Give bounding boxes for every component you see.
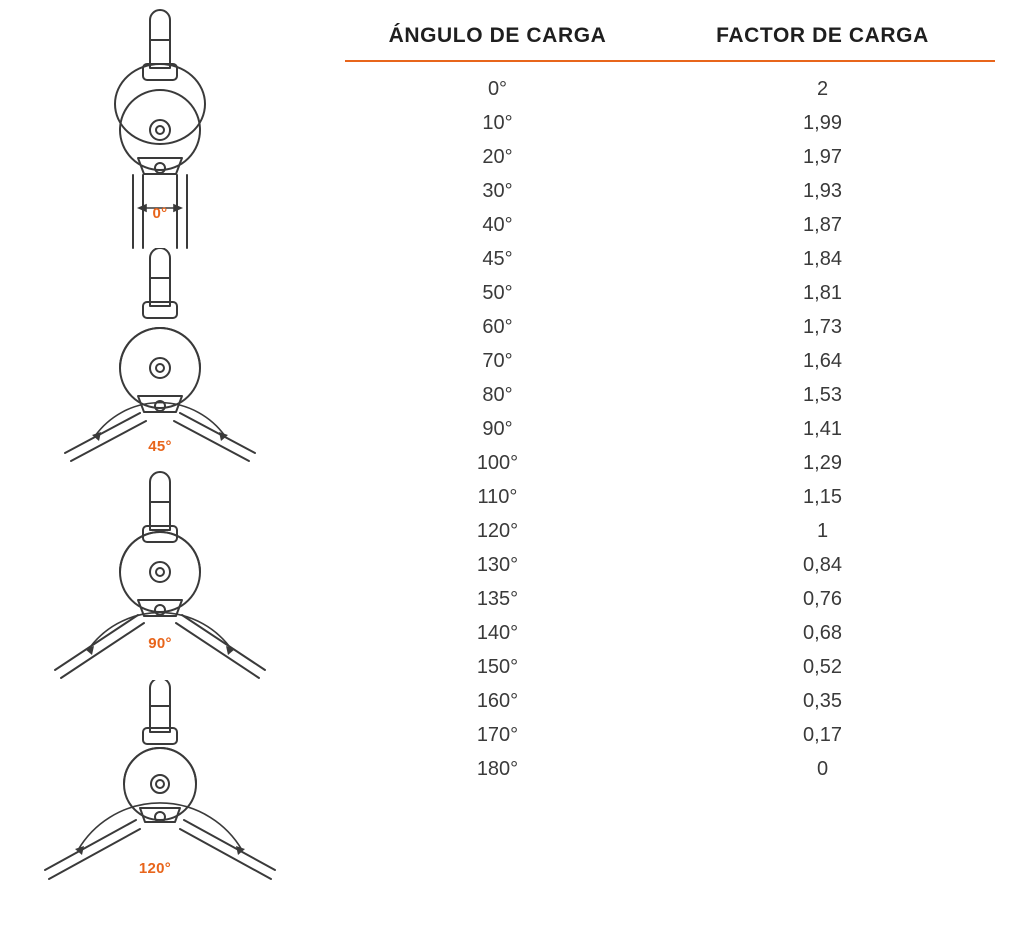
table-row	[345, 446, 995, 480]
cell-factor: 1,81	[803, 281, 842, 304]
table-row	[345, 208, 995, 242]
table-row	[345, 514, 995, 548]
header-divider	[345, 60, 995, 62]
cell-factor: 0,68	[803, 621, 842, 644]
cell-factor: 1,84	[803, 247, 842, 270]
cell-factor: 0	[816, 757, 829, 780]
cell-angle: 60°	[482, 315, 513, 338]
angle-label-120: 120°	[138, 860, 172, 877]
cell-factor: 0,84	[803, 553, 842, 576]
pulley-diagram-45	[0, 248, 340, 478]
table-row	[345, 378, 995, 412]
table-row	[345, 718, 995, 752]
angle-label-90: 90°	[148, 635, 172, 652]
cell-factor: 1,93	[803, 179, 842, 202]
table-row	[345, 242, 995, 276]
cell-factor: 2	[816, 77, 829, 100]
cell-factor: 0,35	[803, 689, 842, 712]
cell-angle: 70°	[482, 349, 513, 372]
diagram-column	[0, 0, 340, 934]
table-row	[345, 412, 995, 446]
table-row	[345, 72, 995, 106]
cell-factor: 0,52	[803, 655, 842, 678]
cell-factor: 0,17	[803, 723, 842, 746]
angle-label-0: 0°	[152, 205, 168, 222]
cell-factor: 0,76	[803, 587, 842, 610]
cell-angle: 140°	[476, 621, 519, 644]
table-body	[345, 72, 995, 786]
cell-angle: 130°	[476, 553, 519, 576]
cell-angle: 20°	[482, 145, 513, 168]
pulley-diagram-0	[0, 0, 340, 250]
cell-angle: 150°	[476, 655, 519, 678]
table-row	[345, 480, 995, 514]
cell-angle: 80°	[482, 383, 513, 406]
table-header-row	[345, 24, 995, 60]
cell-angle: 30°	[482, 179, 513, 202]
cell-angle: 45°	[482, 247, 513, 270]
cell-factor: 1,73	[803, 315, 842, 338]
column-header-factor: FACTOR DE CARGA	[716, 24, 929, 47]
cell-angle: 90°	[482, 417, 513, 440]
pulley-diagram-90	[0, 470, 340, 700]
cell-factor: 1,53	[803, 383, 842, 406]
table-row	[345, 174, 995, 208]
cell-angle: 160°	[476, 689, 519, 712]
table-row	[345, 650, 995, 684]
cell-factor: 1,15	[803, 485, 842, 508]
table-row	[345, 310, 995, 344]
cell-angle: 50°	[482, 281, 513, 304]
cell-factor: 1,29	[803, 451, 842, 474]
cell-angle: 120°	[476, 519, 519, 542]
pulley-diagram-120	[0, 680, 340, 910]
cell-factor: 1,64	[803, 349, 842, 372]
table-row	[345, 344, 995, 378]
table-row	[345, 582, 995, 616]
angle-label-45: 45°	[148, 438, 172, 455]
cell-angle: 40°	[482, 213, 513, 236]
cell-factor: 1	[816, 519, 829, 542]
table-row	[345, 548, 995, 582]
table-row	[345, 752, 995, 786]
cell-factor: 1,99	[803, 111, 842, 134]
cell-angle: 10°	[482, 111, 513, 134]
cell-angle: 100°	[476, 451, 519, 474]
cell-factor: 1,97	[803, 145, 842, 168]
cell-factor: 1,41	[803, 417, 842, 440]
table-row	[345, 616, 995, 650]
table-row	[345, 276, 995, 310]
table-row	[345, 684, 995, 718]
table-row	[345, 140, 995, 174]
cell-angle: 135°	[476, 587, 519, 610]
cell-angle: 170°	[476, 723, 519, 746]
load-factor-table	[345, 24, 995, 786]
cell-factor: 1,87	[803, 213, 842, 236]
table-row	[345, 106, 995, 140]
cell-angle: 180°	[476, 757, 519, 780]
column-header-angle: ÁNGULO DE CARGA	[388, 24, 607, 47]
cell-angle: 110°	[477, 485, 518, 508]
cell-angle: 0°	[487, 77, 508, 100]
